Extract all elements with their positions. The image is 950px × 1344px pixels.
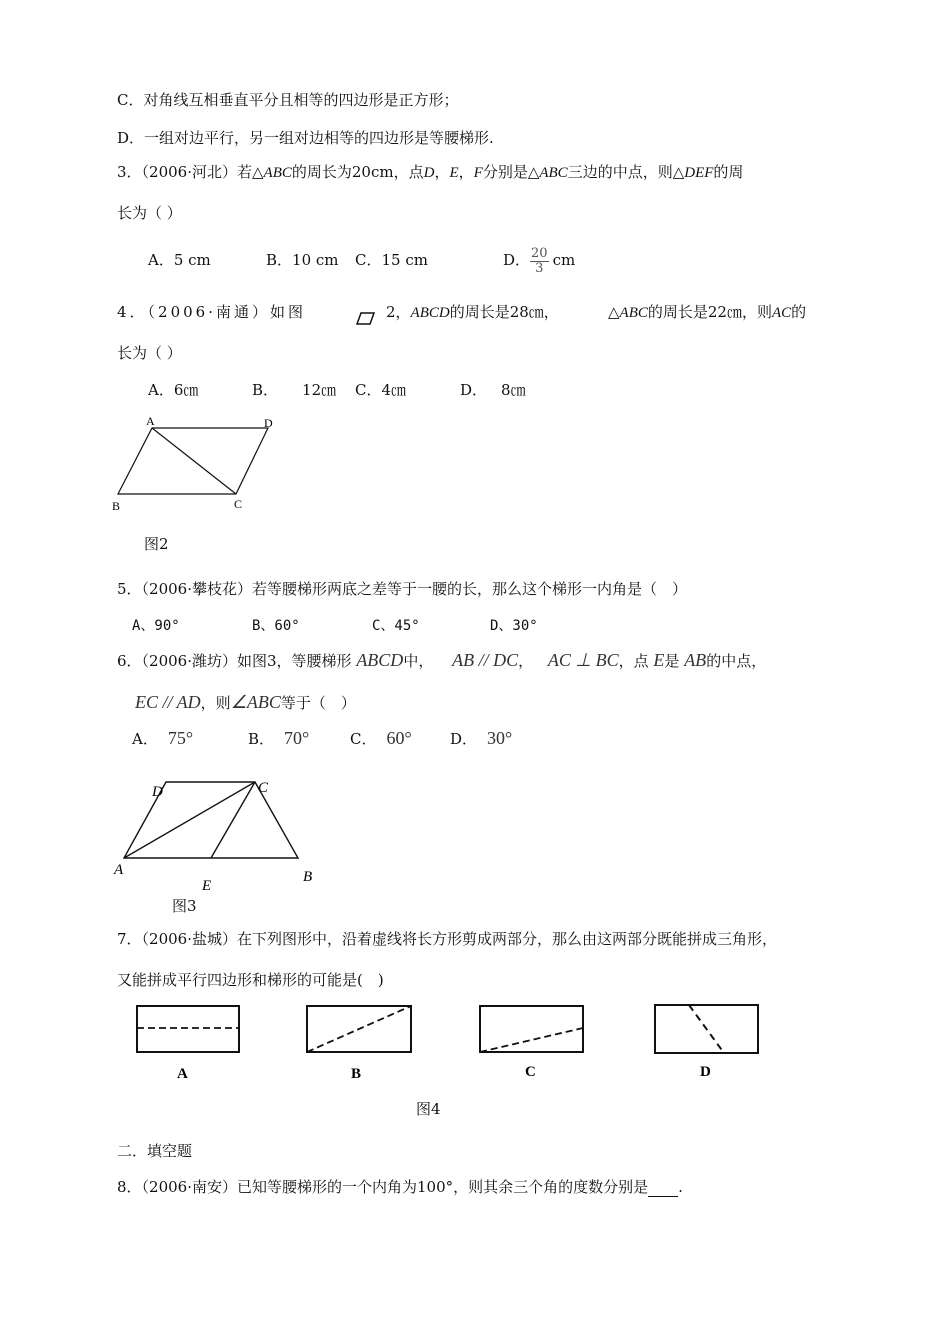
q7-stem-line2: 又能拼成平行四边形和梯形的可能是( ) <box>117 971 384 989</box>
fig2-label-d: D <box>264 416 273 430</box>
q4-option-b: B． 12㎝ <box>252 381 337 399</box>
q3-option-d-fraction: $\frac{20}{3}$ <box>531 245 548 276</box>
q3-option-b: B．10 cm <box>266 251 339 269</box>
figure-2-caption: 图2 <box>144 535 169 553</box>
q6-option-c: C． 60° <box>350 728 412 748</box>
q3-option-d: D． $\frac{20}{3}$ cm <box>503 245 576 276</box>
q2-option-c: C．对角线互相垂直平分且相等的四边形是正方形； <box>117 91 459 109</box>
fig4-label-d: D <box>700 1064 711 1080</box>
q2-option-d: D．一组对边平行，另一组对边相等的四边形是等腰梯形. <box>117 129 494 147</box>
figure-3-caption: 图3 <box>172 897 197 915</box>
parallelogram-symbol-icon <box>356 311 376 327</box>
q5-option-b: B、60° <box>252 618 300 634</box>
q6-stem-line2: EC // AD，则∠ABC等于（ ） <box>135 692 356 712</box>
q6-stem: 6．（2006·潍坊）如图3，等腰梯形 ABCD中， AB // DC， AC ⊥ BC，点 E是 AB的中点， <box>117 650 767 670</box>
fig3-label-e: E <box>202 878 212 894</box>
q3-stem: 3．（2006·河北）若△ABC的周长为20cm，点D，E，F分别是△ABC三边的中点，则△DEF的周 <box>117 163 744 181</box>
q4-option-c: C．4㎝ <box>355 381 407 399</box>
fig3-label-a: A <box>114 862 124 878</box>
figure-2-parallelogram <box>108 410 288 516</box>
fig4-rect-c <box>480 1006 583 1052</box>
figure-4-caption: 图4 <box>416 1100 441 1118</box>
fig4-label-c: C <box>525 1064 536 1080</box>
figure-3-trapezoid <box>110 770 330 894</box>
q4-stem-line2: 长为（ ） <box>117 344 182 362</box>
fig4-label-b: B <box>351 1066 362 1082</box>
fig2-label-b: B <box>112 499 121 513</box>
q3-stem-line2: 长为（ ） <box>117 204 182 222</box>
fig4-label-a: A <box>177 1066 188 1082</box>
q6-option-d: D． 30° <box>450 728 513 748</box>
q5-stem: 5．（2006·攀枝花）若等腰梯形两底之差等于一腰的长，那么这个梯形一内角是（ ） <box>117 580 687 598</box>
q4-option-d: D． 8㎝ <box>460 381 526 399</box>
q5-option-c: C、45° <box>372 618 420 634</box>
q3-option-c: C．15 cm <box>355 251 428 269</box>
q8-answer-blank[interactable] <box>648 1180 678 1197</box>
q4-stem-rest2: △ABC的周长是22㎝，则AC的 <box>608 303 807 321</box>
q5-option-d: D、30° <box>490 618 538 634</box>
fig2-label-a: A <box>146 414 155 428</box>
q8-stem: 8．（2006·南安）已知等腰梯形的一个内角为100°，则其余三个角的度数分别是 . <box>117 1178 683 1196</box>
q7-stem: 7．（2006·盐城）在下列图形中，沿着虚线将长方形剪成两部分，那么由这两部分既能拼成三角形， <box>117 930 777 948</box>
q3-option-a: A．5 cm <box>148 251 211 269</box>
figure-4-rectangles <box>130 1000 770 1090</box>
q4-stem-rest: 2，ABCD的周长是28㎝， <box>386 303 559 321</box>
q6-option-b: B． 70° <box>248 728 310 748</box>
section-title-fill-in: 二．填空题 <box>117 1142 193 1160</box>
q4-stem: 4．（2006·南通）如图 <box>117 303 306 321</box>
fig3-label-c: C <box>258 780 269 796</box>
q5-option-a: A、90° <box>132 618 180 634</box>
fig4-rect-a <box>137 1006 239 1052</box>
q6-option-a: A． 75° <box>132 728 194 748</box>
fig3-label-b: B <box>303 869 313 885</box>
q4-option-a: A．6㎝ <box>148 381 199 399</box>
fig2-label-c: C <box>234 497 243 511</box>
fig3-label-d: D <box>152 784 163 800</box>
